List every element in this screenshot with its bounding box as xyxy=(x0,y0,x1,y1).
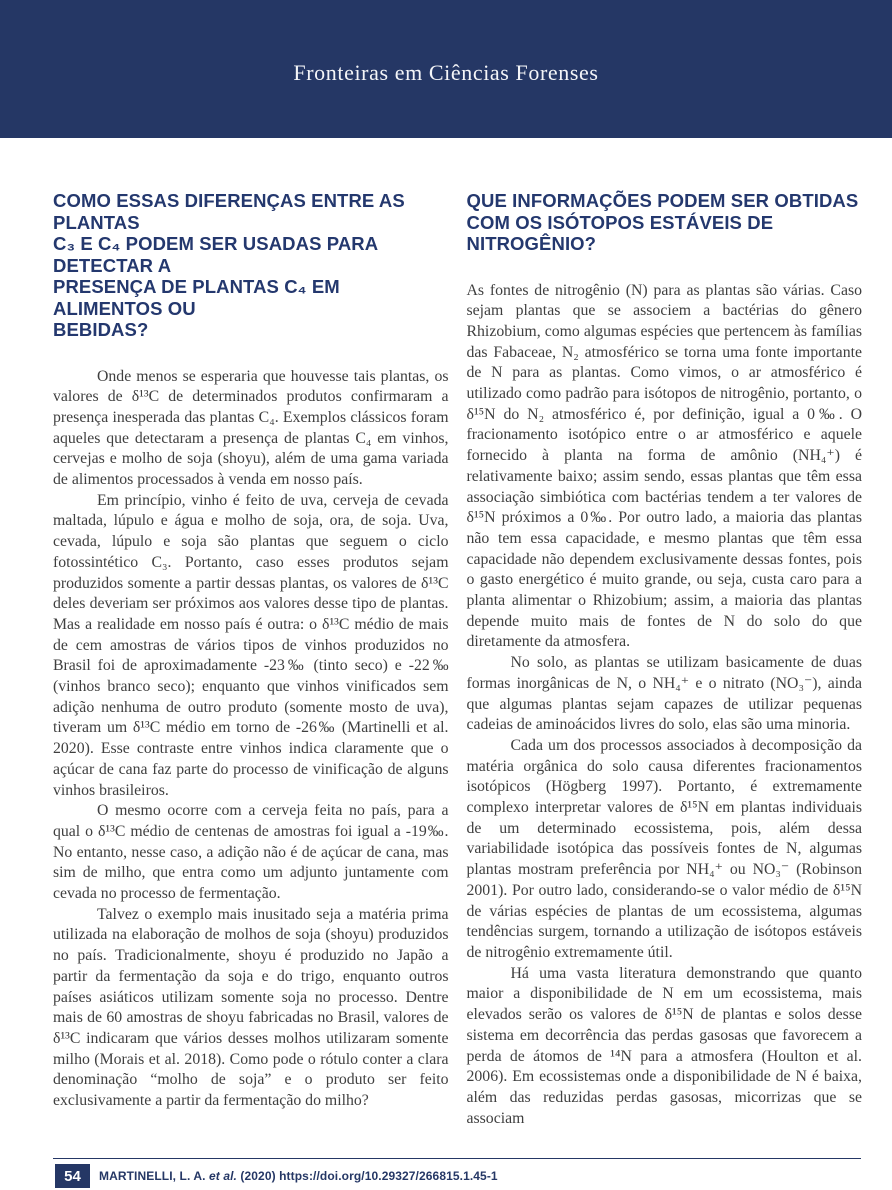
footer-rule xyxy=(53,1158,861,1159)
page-footer xyxy=(0,1158,892,1190)
paragraph: Onde menos se esperaria que houvesse tais plantas, os valores de δ¹³C de determinados produtos confirmaram a presença inesperada das plantas C₄. Exemplos clássicos foram aqueles que detectaram a presença de plantas C₄ em vinhos, cervejas e molho de soja (shoyu), além de uma gama variada de alimentos processados à venda em nosso país. xyxy=(53,367,449,489)
book-title: Fronteiras em Ciências Forenses xyxy=(293,60,599,85)
heading-line: PRESENÇA DE PLANTAS C₄ EM ALIMENTOS OU xyxy=(53,276,340,319)
page-number-badge: 54 xyxy=(55,1164,90,1188)
section-heading-left xyxy=(53,190,449,341)
left-column xyxy=(53,190,449,1129)
citation-etal: et al. xyxy=(209,1169,237,1183)
heading-line: BEBIDAS? xyxy=(53,319,149,340)
paragraph: As fontes de nitrogênio (N) para as plantas são várias. Caso sejam plantas que se associem a bactérias do gênero Rhizobium, como algumas espécies que pertencem às famílias das Fabaceae, N₂ atmosférico se torna uma fonte importante de N para as plantas. Como vimos, o ar atmosférico é utilizado como padrão para isótopos de nitrogênio, portanto, o δ¹⁵N do N₂ atmosférico é, por definição, igual a 0‰. O fracionamento isotópico entre o ar atmosférico e aquele fornecido à planta na forma de amônio (NH₄⁺) é relativamente baixo; assim sendo, essas plantas que têm essa associação simbiótica com bactérias tendem a ter valores de δ¹⁵N próximos a 0‰. Por outro lado, a maioria das plantas não tem essa capacidade, e mesmo plantas que têm essa capacidade não dependem exclusivamente dessas fontes, pois o gasto energético é muito grande, ou seja, custa caro para a planta alimentar o Rhizobium; assim, a maioria das plantas depende muito mais de fontes de N do solo do que diretamente da atmosfera. xyxy=(466,281,862,651)
footer-row xyxy=(55,1164,892,1188)
paragraph: Cada um dos processos associados à decomposição da matéria orgânica do solo causa diferentes fracionamentos isotópicos (Högberg 1997). Portanto, é extremamente complexo interpretar valores de δ¹⁵N em plantas individuais de um determinado ecossistema, pois, além dessa variabilidade isotópica das possíveis fontes de N, algumas plantas mostram preferência por NH₄⁺ ou NO₃⁻ (Robinson 2001). Por outro lado, considerando-se o valor médio de δ¹⁵N de várias espécies de plantas de um ecossistema, algumas tendências surgem, tornando a utilização de isótopos estáveis de nitrogênio extremamente útil. xyxy=(466,736,862,961)
two-column-content xyxy=(0,190,892,1129)
heading-line: QUE INFORMAÇÕES PODEM SER OBTIDAS xyxy=(466,190,859,211)
citation-doi: (2020) https://doi.org/10.29327/266815.1.45-1 xyxy=(236,1169,498,1183)
paragraph: Talvez o exemplo mais inusitado seja a matéria prima utilizada na elaboração de molhos de soja (shoyu) produzidos no país. Tradicionalmente, shoyu é produzido no Japão a partir da fermentação da soja e do trigo, enquanto outros países asiáticos utilizam somente soja no processo. Dentre mais de 60 amostras de shoyu fabricadas no Brasil, valores de δ¹³C indicaram que vários desses molhos utilizaram somente milho (Morais et al. 2018). Como pode o rótulo conter a clara denominação “molho de soja” e o produto ser feito exclusivamente a partir da fermentação do milho? xyxy=(53,905,449,1110)
citation xyxy=(99,1169,498,1183)
paragraph: Em princípio, vinho é feito de uva, cerveja de cevada maltada, lúpulo e água e molho de soja, ora, de soja. Uva, cevada, lúpulo e soja são plantas que seguem o ciclo fotossintético C₃. Portanto, caso esses produtos sejam produzidos somente a partir dessas plantas, os valores de δ¹³C deles deveriam ser próximos aos valores desse tipo de plantas. Mas a realidade em nosso país é outra: o δ¹³C médio de mais de cem amostras de vários tipos de vinhos produzidos no Brasil foi de aproximadamente -23‰ (tinto seco) e -22‰ (vinhos branco seco); enquanto que vinhos vinificados sem adição nenhuma de outro produto (somente mosto de uva), tiveram um δ¹³C médio em torno de -26‰ (Martinelli et al. 2020). Esse contraste entre vinhos indica claramente que o açúcar de cana faz parte do processo de vinificação de alguns vinhos brasileiros. xyxy=(53,491,449,799)
paragraph: No solo, as plantas se utilizam basicamente de duas formas inorgânicas de N, o NH₄⁺ e o nitrato (NO₃⁻), ainda que algumas plantas sejam capazes de utilizar pequenas cadeias de aminoácidos livres do solo, elas são uma minoria. xyxy=(466,654,862,734)
paragraph: Há uma vasta literatura demonstrando que quanto maior a disponibilidade de N em um ecossistema, mais elevados serão os valores de δ¹⁵N de plantas e solos desse sistema em decorrência das perdas gasosas que favorecem a perda de átomos de ¹⁴N para a atmosfera (Houlton et al. 2006). Em ecossistemas onde a disponibilidade de N é baixa, além das reduzidas perdas gasosas, micorrizas que se associam xyxy=(466,964,862,1127)
section-heading-right xyxy=(467,190,863,255)
page-header-band xyxy=(0,0,892,138)
citation-authors: MARTINELLI, L. A. xyxy=(99,1169,210,1183)
right-column xyxy=(467,190,863,1129)
heading-line: C₃ E C₄ PODEM SER USADAS PARA DETECTAR A xyxy=(53,233,378,276)
heading-line: COMO ESSAS DIFERENÇAS ENTRE AS PLANTAS xyxy=(53,190,405,233)
heading-line: COM OS ISÓTOPOS ESTÁVEIS DE NITROGÊNIO? xyxy=(466,211,774,254)
paragraph: O mesmo ocorre com a cerveja feita no país, para a qual o δ¹³C médio de centenas de amostras foi igual a -19‰. No entanto, nesse caso, a adição não é de açúcar de cana, mas sim de milho, que entra como um adjunto juntamente com cevada no processo de fermentação. xyxy=(53,802,449,903)
